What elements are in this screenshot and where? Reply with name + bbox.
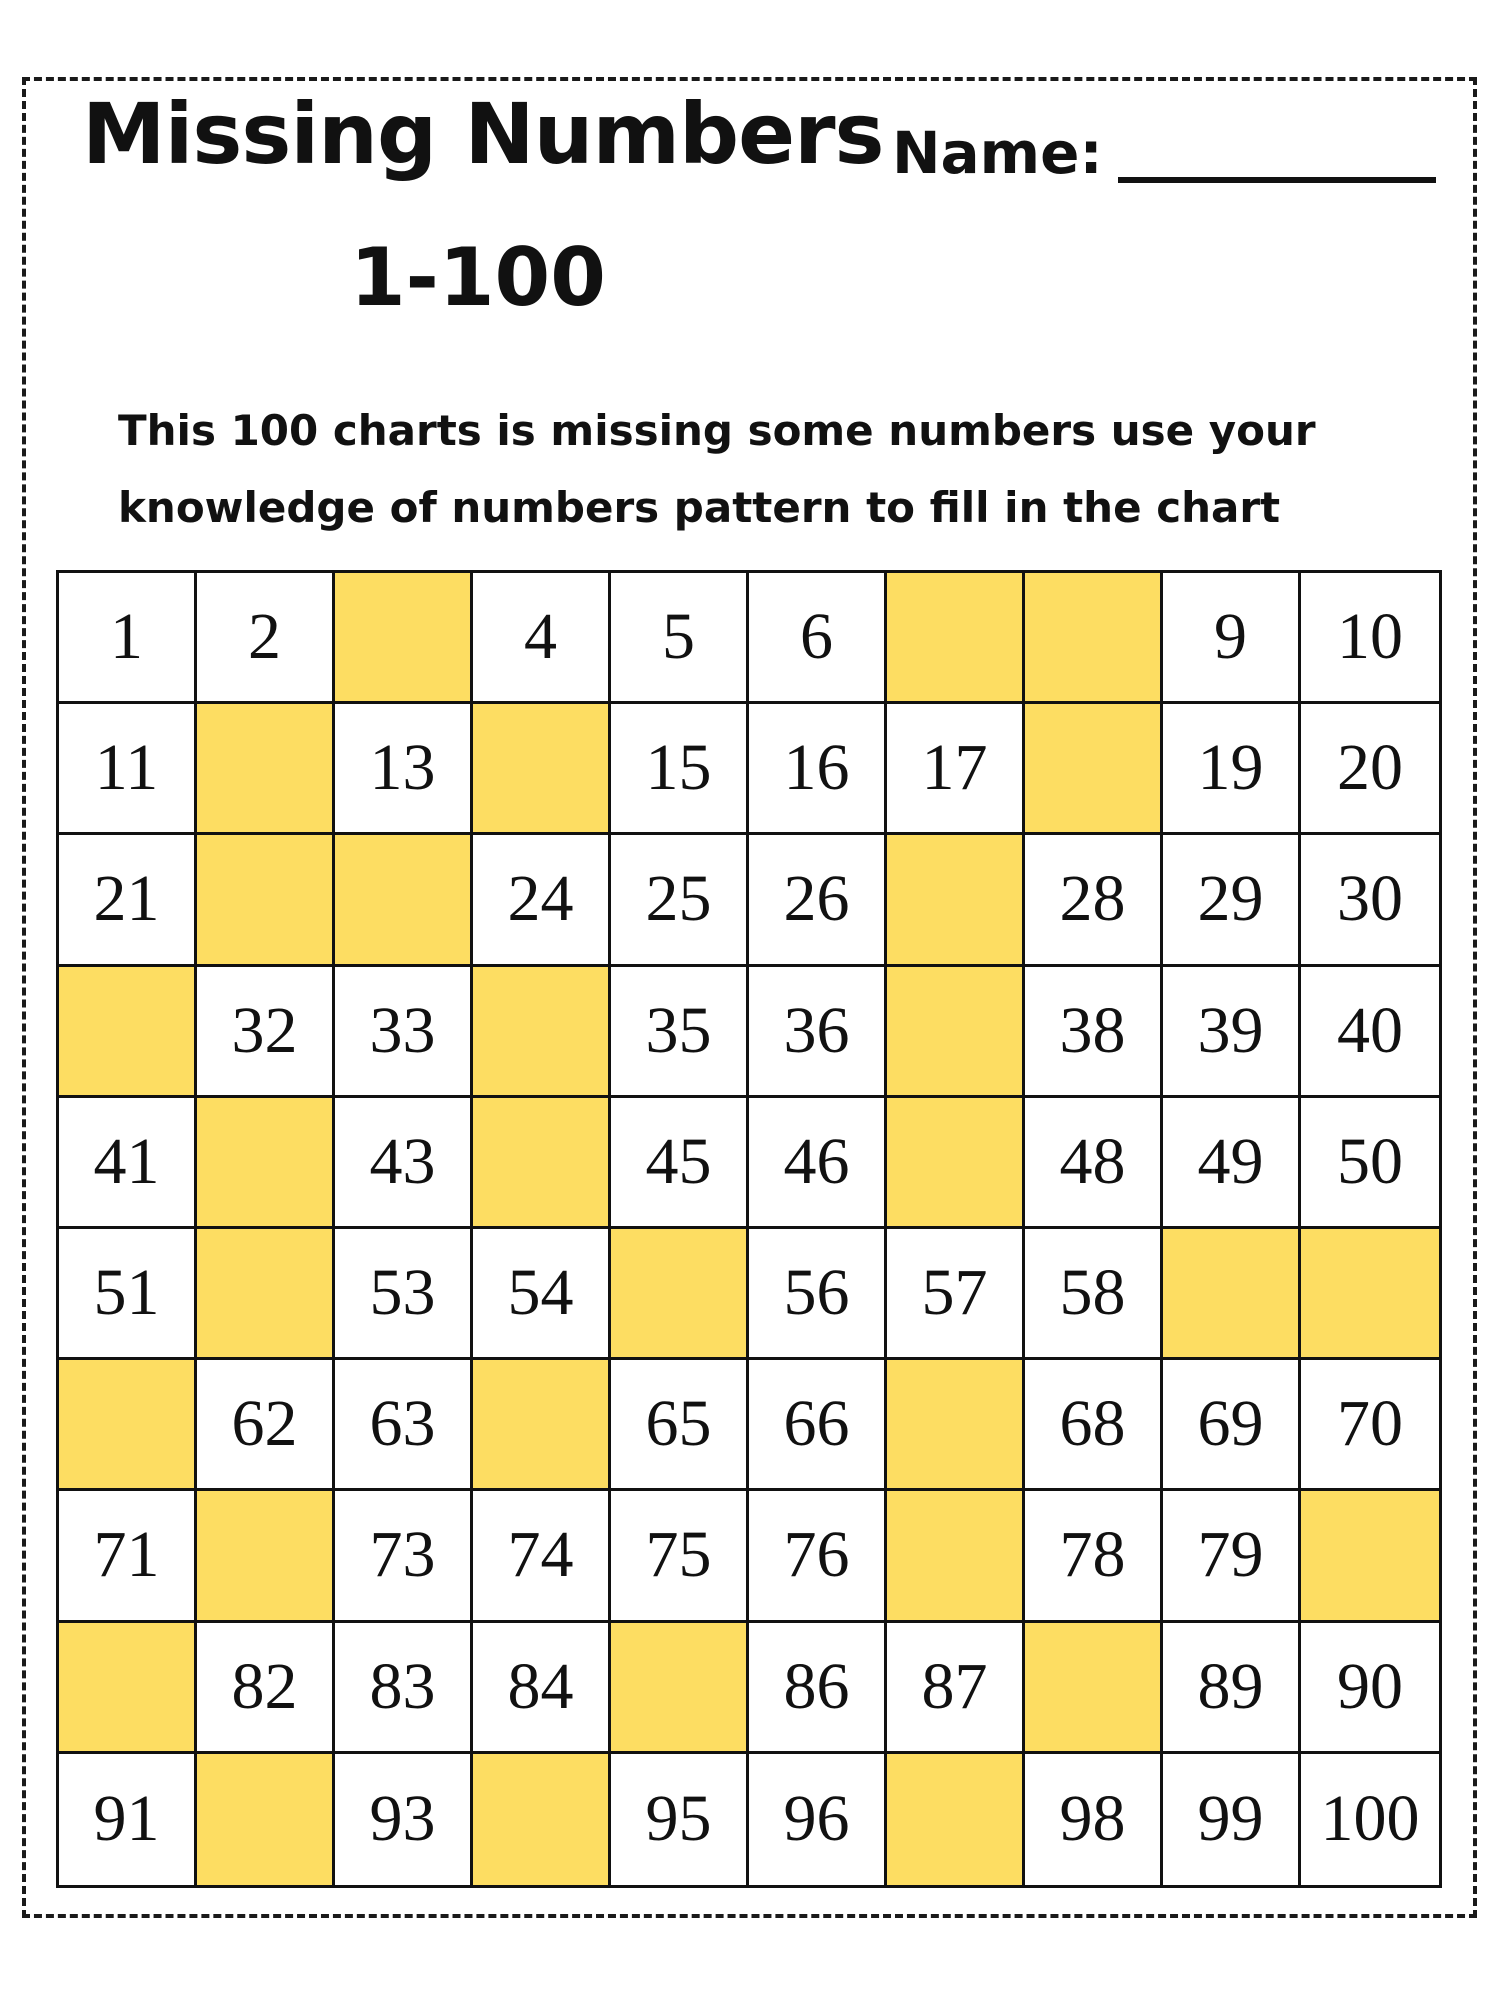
number-cell: 19 <box>1163 704 1301 835</box>
number-cell: 38 <box>1025 967 1163 1098</box>
number-cell: 35 <box>611 967 749 1098</box>
missing-number-cell[interactable] <box>59 1623 197 1754</box>
worksheet-subtitle: 1-100 <box>350 231 606 324</box>
missing-number-cell[interactable] <box>1301 1491 1439 1622</box>
number-cell: 89 <box>1163 1623 1301 1754</box>
number-cell: 62 <box>197 1360 335 1491</box>
hundred-chart <box>56 570 1442 1888</box>
number-cell: 58 <box>1025 1229 1163 1360</box>
missing-number-cell[interactable] <box>1163 1229 1301 1360</box>
missing-number-cell[interactable] <box>887 1754 1025 1885</box>
number-cell: 82 <box>197 1623 335 1754</box>
missing-number-cell[interactable] <box>1025 704 1163 835</box>
missing-number-cell[interactable] <box>197 1098 335 1229</box>
number-cell: 69 <box>1163 1360 1301 1491</box>
number-cell: 84 <box>473 1623 611 1754</box>
number-cell: 46 <box>749 1098 887 1229</box>
missing-number-cell[interactable] <box>887 967 1025 1098</box>
number-cell: 50 <box>1301 1098 1439 1229</box>
number-cell: 51 <box>59 1229 197 1360</box>
number-cell: 75 <box>611 1491 749 1622</box>
number-cell: 40 <box>1301 967 1439 1098</box>
number-cell: 65 <box>611 1360 749 1491</box>
missing-number-cell[interactable] <box>887 573 1025 704</box>
number-cell: 45 <box>611 1098 749 1229</box>
number-cell: 24 <box>473 835 611 966</box>
number-cell: 68 <box>1025 1360 1163 1491</box>
number-cell: 33 <box>335 967 473 1098</box>
missing-number-cell[interactable] <box>473 967 611 1098</box>
missing-number-cell[interactable] <box>335 573 473 704</box>
number-cell: 30 <box>1301 835 1439 966</box>
number-cell: 32 <box>197 967 335 1098</box>
worksheet-title: Missing Numbers <box>82 85 884 183</box>
number-cell: 28 <box>1025 835 1163 966</box>
missing-number-cell[interactable] <box>473 1098 611 1229</box>
number-cell: 49 <box>1163 1098 1301 1229</box>
number-cell: 56 <box>749 1229 887 1360</box>
missing-number-cell[interactable] <box>887 835 1025 966</box>
number-cell: 11 <box>59 704 197 835</box>
number-cell: 90 <box>1301 1623 1439 1754</box>
number-cell: 78 <box>1025 1491 1163 1622</box>
missing-number-cell[interactable] <box>59 1360 197 1491</box>
name-blank-line[interactable] <box>1118 177 1436 183</box>
missing-number-cell[interactable] <box>611 1229 749 1360</box>
missing-number-cell[interactable] <box>197 835 335 966</box>
number-cell: 1 <box>59 573 197 704</box>
missing-number-cell[interactable] <box>197 1754 335 1885</box>
missing-number-cell[interactable] <box>887 1098 1025 1229</box>
number-cell: 74 <box>473 1491 611 1622</box>
number-cell: 54 <box>473 1229 611 1360</box>
missing-number-cell[interactable] <box>473 1360 611 1491</box>
instructions-line-2: knowledge of numbers pattern to fill in the chart <box>118 483 1281 532</box>
missing-number-cell[interactable] <box>197 704 335 835</box>
number-cell: 100 <box>1301 1754 1439 1885</box>
number-cell: 76 <box>749 1491 887 1622</box>
number-cell: 70 <box>1301 1360 1439 1491</box>
number-cell: 21 <box>59 835 197 966</box>
number-cell: 86 <box>749 1623 887 1754</box>
number-cell: 57 <box>887 1229 1025 1360</box>
missing-number-cell[interactable] <box>1025 1623 1163 1754</box>
missing-number-cell[interactable] <box>611 1623 749 1754</box>
missing-number-cell[interactable] <box>197 1229 335 1360</box>
missing-number-cell[interactable] <box>473 704 611 835</box>
missing-number-cell[interactable] <box>887 1360 1025 1491</box>
number-cell: 13 <box>335 704 473 835</box>
number-cell: 98 <box>1025 1754 1163 1885</box>
number-cell: 15 <box>611 704 749 835</box>
missing-number-cell[interactable] <box>1025 573 1163 704</box>
number-cell: 66 <box>749 1360 887 1491</box>
number-cell: 91 <box>59 1754 197 1885</box>
number-cell: 71 <box>59 1491 197 1622</box>
number-cell: 43 <box>335 1098 473 1229</box>
number-cell: 6 <box>749 573 887 704</box>
number-cell: 93 <box>335 1754 473 1885</box>
number-cell: 9 <box>1163 573 1301 704</box>
number-cell: 48 <box>1025 1098 1163 1229</box>
number-cell: 25 <box>611 835 749 966</box>
number-cell: 83 <box>335 1623 473 1754</box>
missing-number-cell[interactable] <box>473 1754 611 1885</box>
number-cell: 5 <box>611 573 749 704</box>
number-cell: 73 <box>335 1491 473 1622</box>
missing-number-cell[interactable] <box>59 967 197 1098</box>
number-cell: 16 <box>749 704 887 835</box>
name-label: Name: <box>892 119 1103 187</box>
number-cell: 96 <box>749 1754 887 1885</box>
number-cell: 39 <box>1163 967 1301 1098</box>
number-cell: 95 <box>611 1754 749 1885</box>
number-cell: 2 <box>197 573 335 704</box>
number-cell: 17 <box>887 704 1025 835</box>
number-cell: 87 <box>887 1623 1025 1754</box>
instructions-line-1: This 100 charts is missing some numbers use your <box>118 406 1316 455</box>
number-cell: 99 <box>1163 1754 1301 1885</box>
missing-number-cell[interactable] <box>197 1491 335 1622</box>
number-cell: 29 <box>1163 835 1301 966</box>
number-cell: 36 <box>749 967 887 1098</box>
missing-number-cell[interactable] <box>335 835 473 966</box>
number-cell: 63 <box>335 1360 473 1491</box>
number-cell: 79 <box>1163 1491 1301 1622</box>
number-cell: 10 <box>1301 573 1439 704</box>
number-cell: 53 <box>335 1229 473 1360</box>
instructions <box>118 392 1418 546</box>
number-cell: 26 <box>749 835 887 966</box>
number-cell: 41 <box>59 1098 197 1229</box>
number-cell: 20 <box>1301 704 1439 835</box>
missing-number-cell[interactable] <box>1301 1229 1439 1360</box>
number-cell: 4 <box>473 573 611 704</box>
missing-number-cell[interactable] <box>887 1491 1025 1622</box>
